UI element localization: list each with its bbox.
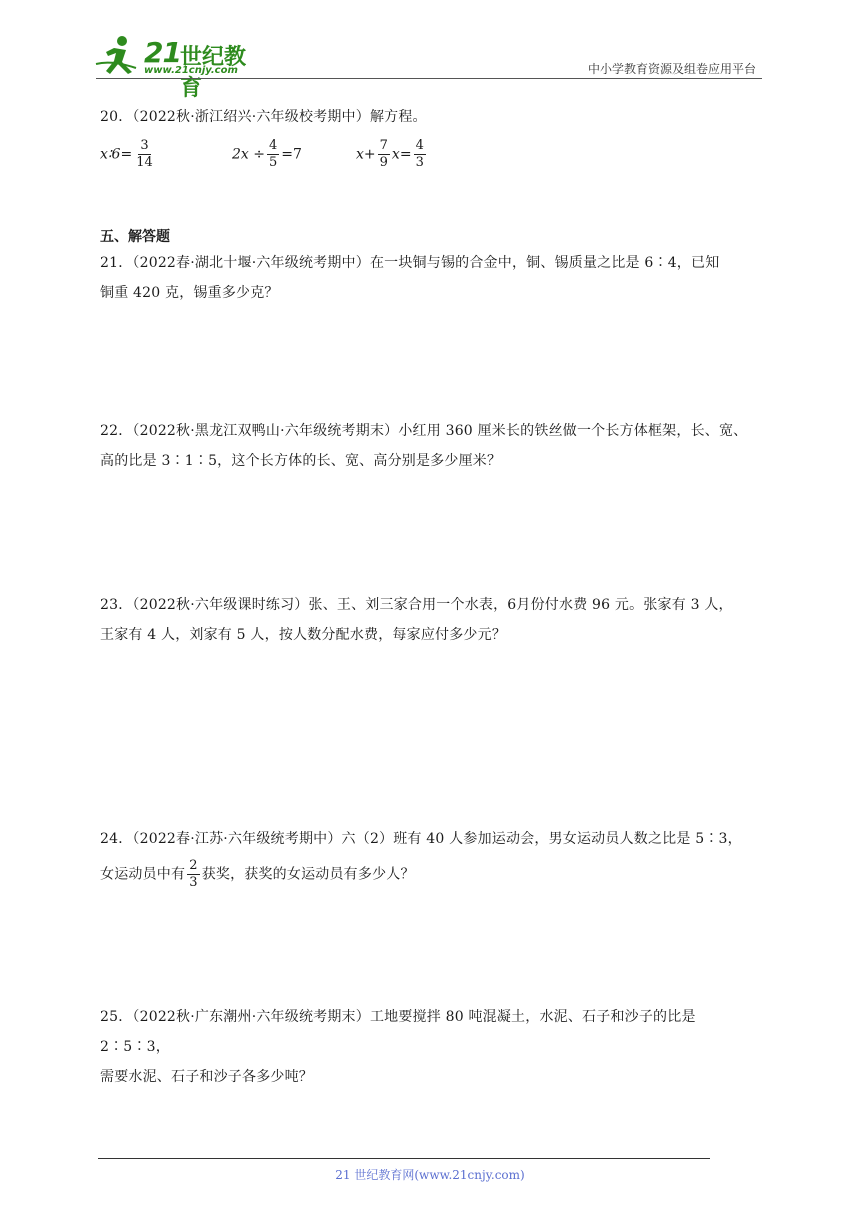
equation-1-lhs: x∶6= xyxy=(100,146,133,163)
fraction: $\frac{4}{5}$ xyxy=(268,138,278,170)
equation-3-lhs: x+ xyxy=(356,146,376,163)
question-25 xyxy=(100,1002,770,1092)
site-logo xyxy=(92,34,262,101)
question-23-line-1: 23．（2022秋·六年级课时练习）张、王、刘三家合用一个水表，6月份付水费 96 元。张家有 3 人， xyxy=(100,597,733,613)
footer-link[interactable]: 21 世纪教育网(www.21cnjy.com) xyxy=(335,1168,525,1182)
section-heading: 五、解答题 xyxy=(100,229,170,245)
fraction: $\frac{2}{3}$ xyxy=(189,858,198,890)
question-22 xyxy=(100,416,770,476)
logo-text: 世纪教育 xyxy=(180,45,247,101)
equation-3 xyxy=(356,138,428,171)
question-25-line-2: 需要水泥、石子和沙子各多少吨？ xyxy=(100,1069,313,1085)
equation-2-rhs: =7 xyxy=(281,146,302,163)
footer-divider xyxy=(98,1158,710,1159)
question-21-line-1: 21．（2022春·湖北十堰·六年级统考期中）在一块铜与锡的合金中，铜、锡质量之比是 6∶4，已知 xyxy=(100,255,720,271)
equation-2-lhs: 2x ÷ xyxy=(232,146,265,163)
question-23 xyxy=(100,590,770,650)
question-23-line-2: 王家有 4 人，刘家有 5 人，按人数分配水费，每家应付多少元？ xyxy=(100,627,507,643)
question-24-line-2: 女运动员中有 $\frac{2}{3}$ 获奖，获奖的女运动员有多少人？ xyxy=(100,858,415,890)
runner-icon xyxy=(92,34,144,78)
question-21 xyxy=(100,248,770,308)
logo-number: 21 xyxy=(144,36,181,69)
question-24-line-1: 24．（2022春·江苏·六年级统考期中）六（2）班有 40 人参加运动会，男女运动员人数之比是 5∶3， xyxy=(100,831,742,847)
fraction: $\frac{3}{14}$ xyxy=(136,138,153,170)
logo-url: www.21cnjy.com xyxy=(144,65,238,76)
equation-2 xyxy=(232,138,302,171)
question-25-line-1: 25．（2022秋·广东潮州·六年级统考期末）工地要搅拌 80 吨混凝土，水泥、石子和沙子的比是 2∶5∶3， xyxy=(100,1009,696,1055)
question-22-line-1: 22．（2022秋·黑龙江双鸭山·六年级统考期末）小红用 360 厘米长的铁丝做一个长方体框架，长、宽、 xyxy=(100,423,748,439)
fraction: $\frac{4}{3}$ xyxy=(415,138,424,170)
equation-3-mid: x= xyxy=(391,146,412,163)
header-divider xyxy=(96,78,762,79)
fraction: $\frac{7}{9}$ xyxy=(379,138,388,170)
header-slogan: 中小学教育资源及组卷应用平台 xyxy=(587,62,756,76)
question-22-line-2: 高的比是 3∶1∶5，这个长方体的长、宽、高分别是多少厘米？ xyxy=(100,453,502,469)
equation-1 xyxy=(100,138,157,171)
question-21-line-2: 铜重 420 克，锡重多少克？ xyxy=(100,285,279,301)
question-20: 20．（2022秋·浙江绍兴·六年级校考期中）解方程。 xyxy=(100,109,427,125)
question-24 xyxy=(100,824,770,891)
